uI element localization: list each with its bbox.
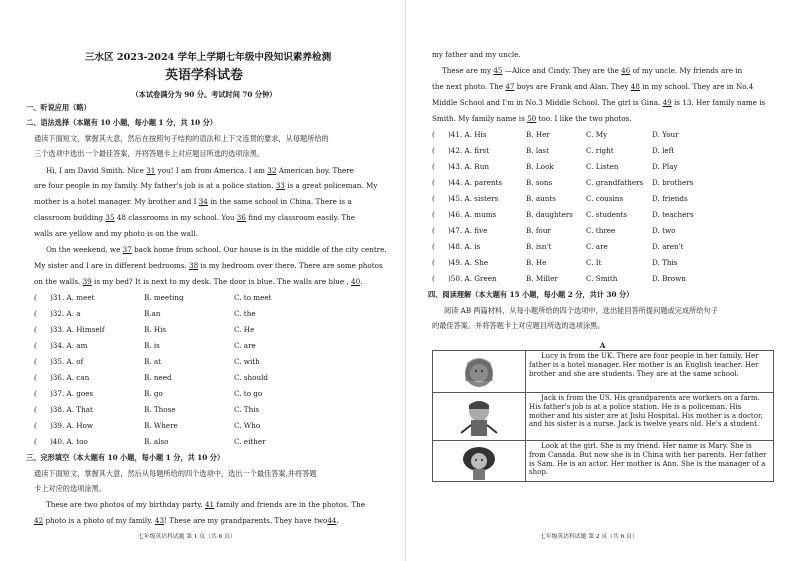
question-37: ( )37. A. goes B. go C. to go xyxy=(34,389,263,398)
blank-49: 49 xyxy=(662,98,672,107)
girl-portrait-icon xyxy=(433,351,525,392)
passage-line: the next photo. The 47 boys are Frank and Alan. They 48 in my school. They are in No.4 xyxy=(432,82,754,91)
blank-41: 41 xyxy=(204,500,215,509)
section-4-instruction: 阅读 AB 两篇材料，从每小题所给的四个选项中，选出能回答所提问题或完成所给句子 xyxy=(444,306,718,315)
section-2-instruction: 通读下面短文，掌握其大意，然后在按照句子结构的语法和上下文连贯的要求，从每题所给的 xyxy=(34,134,329,143)
blank-42: 42 xyxy=(34,516,44,525)
passage-line: On the weekend, we 37 back home from school. Our house is in the middle of the city centre. xyxy=(46,245,387,254)
question-32: ( )32. A. a B.an C. the xyxy=(34,309,256,318)
question-43: ( )43. A. Run B. Look C. Listen D. Play xyxy=(432,162,678,171)
table-row xyxy=(433,392,773,441)
blank-47: 47 xyxy=(505,82,515,91)
portrait-image xyxy=(433,441,526,482)
section-2-heading: 二、语法选择（本题有 10 小题，每小题 1 分，共 10 分） xyxy=(26,118,217,127)
question-47: ( )47. A. five B. four C. three D. two xyxy=(432,226,676,235)
blank-33: 33 xyxy=(275,181,285,190)
blank-46: 46 xyxy=(621,66,631,75)
question-45: ( )45. A. sisters B. aunts C. cousins D. friends xyxy=(432,194,688,203)
blank-37: 37 xyxy=(122,245,132,254)
page-footer: 七年级英语科试题 第 2 页（共 6 页） xyxy=(540,534,638,540)
passage-line: classroom building 35 48 classrooms in my school. You 36 find my classroom easily. The xyxy=(34,213,356,222)
table-row xyxy=(433,351,773,392)
blank-34: 34 xyxy=(198,197,208,206)
passage-text: Lucy is from the UK. There are four people in her family. Her father is a hotel manager. Her mother is an English teacher. Her brother and she are students. They are at the same school. xyxy=(529,352,759,378)
question-46: ( )46. A. mums B. daughters C. students D. teachers xyxy=(432,210,694,219)
question-36: ( )36. A. can B. need C. should xyxy=(34,373,268,382)
passage-line: Middle School and I'm in No.3 Middle School. The girl is Gina. 49 is 13. Her family name is xyxy=(432,98,766,107)
passage-line: my father and my uncle. xyxy=(432,50,521,59)
question-34: ( )34. A. am B. is C. are xyxy=(34,341,256,350)
question-49: ( )49. A. She B. He C. It D. This xyxy=(432,258,678,267)
section-4-heading: 四、阅读理解（本大题有 15 小题，每小题 2 分，共计 30 分） xyxy=(428,290,634,299)
question-39: ( )39. A. How B. Where C. Who xyxy=(34,421,261,430)
exam-page-1 xyxy=(26,0,387,561)
passage-line: These are two photos of my birthday party. 41 family and friends are in the photos. The xyxy=(46,500,365,509)
question-31: ( )31. A. meet B. meeting C. to meet xyxy=(34,293,272,302)
question-48: ( )48. A. is B. isn't C. are D. aren't xyxy=(432,242,684,251)
passage-line: walls are yellow and my photo is on the wall. xyxy=(34,229,198,238)
section-3-heading: 三、完形填空（本大题有 10 小题，每小题 1 分，共 10 分） xyxy=(26,453,225,462)
blank-48: 48 xyxy=(630,82,640,91)
passage-text: Look at the girl. She is my friend. Her name is Mary. She is from Canada. But now she is in China with her parents. Her father is Sam. He is an actor. Her mother is Ann. She is the manager of a shop. xyxy=(529,442,767,477)
blank-36: 36 xyxy=(236,213,246,222)
passage-line: Smith. My family name is 50 too. I like the two photos. xyxy=(432,114,632,123)
question-42: ( )42. A. first B. last C. right D. left xyxy=(432,146,675,155)
girl-portrait-icon xyxy=(433,441,525,482)
passage-line: These are my 45 —Alice and Cindy. They are the 46 of my uncle. My friends are in xyxy=(442,66,743,75)
passage-line: on the walls. 39 is my bed? It is next to my desk. The door is blue. The walls are blue , 40. xyxy=(34,277,363,286)
table-row xyxy=(433,440,773,482)
blank-43: 43 xyxy=(154,516,165,525)
question-38: ( )38. A. That B. Those C. This xyxy=(34,405,260,414)
portrait-image xyxy=(433,351,526,392)
passage-a-table xyxy=(432,350,774,482)
passage-line: mother is a hotel manager. My brother and I 34 in the same school in China. There is a xyxy=(34,197,352,206)
blank-32: 32 xyxy=(267,166,277,175)
blank-35: 35 xyxy=(105,213,115,222)
exam-page-2 xyxy=(430,0,775,561)
portrait-image xyxy=(433,393,526,441)
passage-a-title: A xyxy=(599,341,606,350)
section-4-instruction: 的最佳答案。并将答题卡上对应题目所选的选项涂黑。 xyxy=(432,321,605,330)
exam-title: 三水区 2023-2024 学年上学期七年级中段知识素养检测 xyxy=(84,52,332,63)
question-35: ( )35. A. of B. at C. with xyxy=(34,357,260,366)
question-33: ( )33. A. Himself B. His C. He xyxy=(34,325,255,334)
passage-line: My sister and I are in different bedrooms. 38 is my bedroom over there. There are some photos xyxy=(34,261,383,270)
passage-line: are four people in my family. My father's job is at a police station. 33 is a great policeman. My xyxy=(34,181,378,190)
question-41: ( )41. A. His B. Her C. My D. Your xyxy=(432,130,679,139)
question-44: ( )44. A. parents B. sons C. grandfathers D. brothers xyxy=(432,178,694,187)
passage-line: Hi, I am David Smith. Nice 31 you! I am from America. I am 32 American boy. There xyxy=(46,166,354,175)
exam-subject: 英语学科试卷 xyxy=(164,68,243,83)
blank-44: 44 xyxy=(327,516,337,525)
blank-45: 45 xyxy=(493,66,503,75)
blank-38: 38 xyxy=(189,261,199,270)
boy-portrait-icon xyxy=(433,393,525,441)
page-footer: 七年级英语科试题 第 1 页（共 6 页） xyxy=(138,534,236,540)
question-50: ( )50. A. Green B. Miller C. Smith D. Brown xyxy=(432,274,686,283)
blank-31: 31 xyxy=(146,166,156,175)
blank-50: 50 xyxy=(527,114,537,123)
passage-line: 42 photo is a photo of my family. 43! These are my grandparents. They have two44. xyxy=(34,516,339,525)
passage-text: Jack is from the US. His grandparents are workers on a farm. His father's job is at a police station. He is a policeman. His mother and his sister are at Jishi Hospital. His mother is a doctor, and his sister is a nurse. Jack is twelve years old. He's a student. xyxy=(529,394,763,429)
page-divider xyxy=(405,0,406,561)
section-3-instruction: 通读下面短文，掌握其大意，然后从每题所给的四个选项中，选出一个最佳答案,并将答题 xyxy=(34,469,317,478)
exam-note: （本试卷满分为 90 分。考试时间 70 分钟） xyxy=(131,90,277,99)
section-2-instruction: 三个选项中选出一个最佳答案，并将答题卡上对应题目所选的选项涂黑。 xyxy=(34,149,265,158)
blank-40: 40 xyxy=(351,277,361,286)
question-40: ( )40. A. too B. also C. either xyxy=(34,437,266,446)
section-3-instruction: 卡上对应的选项涂黑。 xyxy=(34,484,106,493)
section-1-heading: 一、听说应用（略） xyxy=(26,103,91,112)
blank-39: 39 xyxy=(82,277,92,286)
